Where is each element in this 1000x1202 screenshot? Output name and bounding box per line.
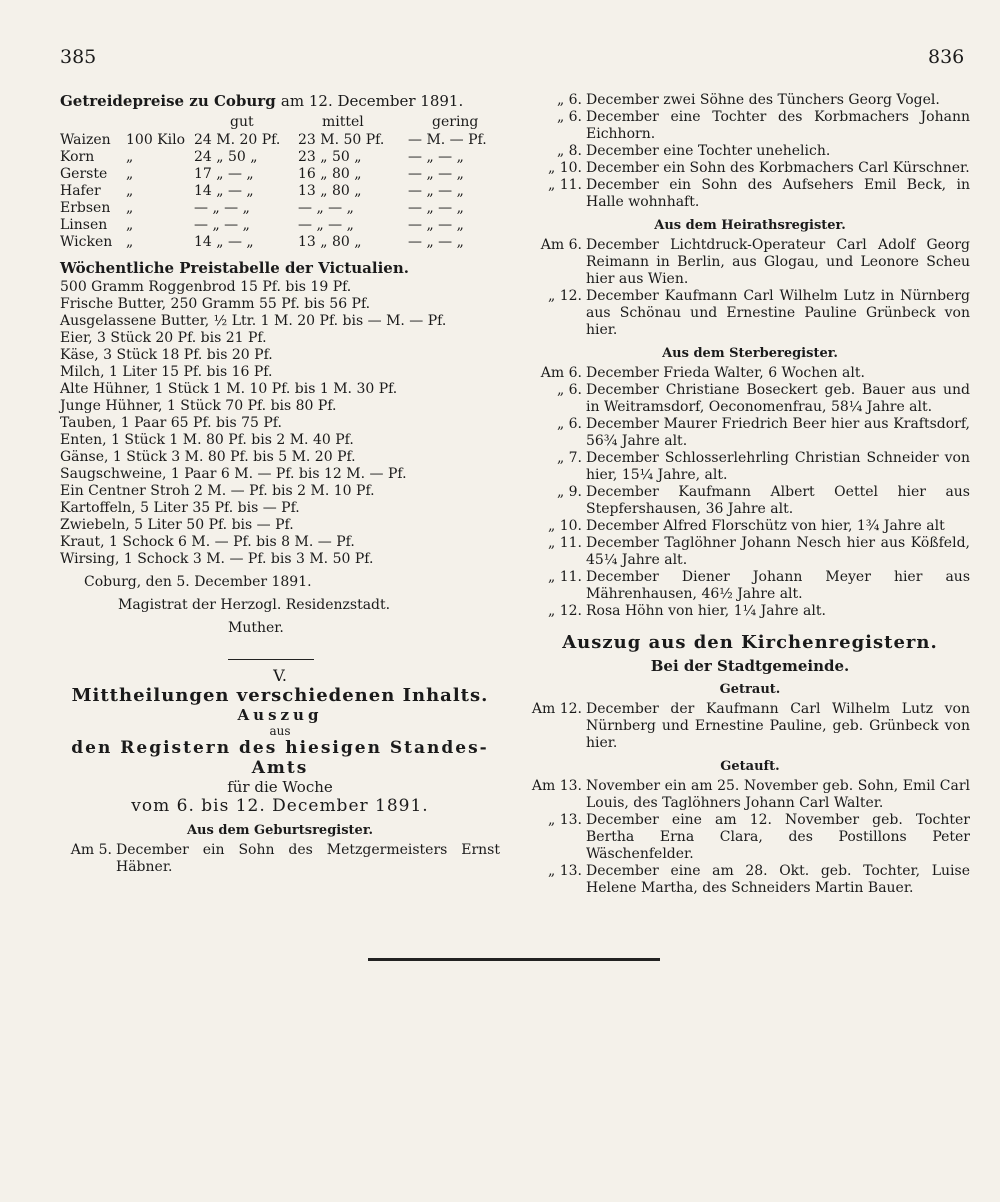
bottom-rule [368, 958, 660, 961]
victualien-item: Ausgelassene Butter, ½ Ltr. 1 M. 20 Pf. bis — M. — Pf. [60, 313, 447, 329]
left-column [60, 92, 500, 876]
grain-gering: — „ — „ [408, 217, 464, 233]
grade-header-mittel: mittel [322, 114, 364, 130]
page-number-left: 385 [60, 46, 97, 68]
grain-gut: — „ — „ [194, 217, 250, 233]
grain-gering: — „ — „ [408, 149, 464, 165]
grain-mittel: 13 „ 80 „ [298, 183, 362, 199]
victualien-title: Wöchentliche Preistabelle der Victualien. [60, 259, 409, 277]
grain-prices-heading [60, 92, 500, 110]
grain-gering: — M. — Pf. [408, 132, 487, 148]
section-number: V. [273, 666, 287, 685]
entry-date: „ 12. [548, 603, 582, 619]
entry-date: Am 12. [531, 701, 582, 717]
auszug-heading: Auszug [237, 706, 323, 724]
grain-name: Hafer [60, 183, 101, 199]
baptism-header: Getauft. [720, 759, 780, 774]
grain-gut: 14 „ — „ [194, 234, 254, 250]
grain-mittel: — „ — „ [298, 200, 354, 216]
register-entry [530, 365, 970, 382]
victualien-item: Wirsing, 1 Schock 3 M. — Pf. bis 3 M. 50 Pf. [60, 551, 374, 567]
grain-mittel: — „ — „ [298, 217, 354, 233]
entry-date: „ 11. [548, 569, 582, 585]
entry-text: Rosa Höhn von hier, 1¼ Jahre alt. [586, 603, 826, 619]
grain-gut: 24 „ 50 „ [194, 149, 258, 165]
entry-date: „ 10. [548, 160, 582, 176]
week-line: für die Woche [227, 778, 333, 796]
grain-gut: 24 M. 20 Pf. [194, 132, 281, 148]
date-range: vom 6. bis 12. December 1891. [131, 796, 429, 816]
marriage-register-header: Aus dem Heirathsregister. [654, 218, 846, 233]
entry-text: December ein Sohn des Aufsehers Emil Beck, in Halle wohnhaft. [586, 177, 970, 210]
entry-date: „ 11. [548, 535, 582, 551]
grain-row [60, 166, 491, 183]
grain-name: Wicken [60, 234, 113, 250]
entry-date: „ 6. [556, 382, 582, 398]
register-entry [530, 92, 970, 109]
grain-mittel: 16 „ 80 „ [298, 166, 362, 182]
grain-name: Waizen [60, 132, 111, 148]
entry-text: December eine Tochter unehelich. [586, 143, 831, 159]
victualien-item: Frische Butter, 250 Gramm 55 Pf. bis 56 Pf. [60, 296, 371, 312]
aus-word: aus [269, 724, 291, 738]
entry-text: December ein Sohn des Korbmachers Carl Kürschner. [586, 160, 970, 176]
grain-gering: — „ — „ [408, 183, 464, 199]
grain-unit: „ [126, 200, 134, 216]
entry-date: „ 8. [556, 143, 582, 159]
grain-name: Korn [60, 149, 95, 165]
entry-text: December Frieda Walter, 6 Wochen alt. [586, 365, 865, 381]
grain-gering: — „ — „ [408, 234, 464, 250]
register-entry [530, 143, 970, 160]
entry-date: „ 7. [556, 450, 582, 466]
marriage-entries [530, 237, 970, 339]
entry-text: December Diener Johann Meyer hier aus Mährenhausen, 46½ Jahre alt. [586, 569, 970, 602]
entry-text: December Taglöhner Johann Nesch hier aus Kößfeld, 45¼ Jahre alt. [586, 535, 970, 568]
grain-gut: 14 „ — „ [194, 183, 254, 199]
grain-unit: „ [126, 217, 134, 233]
entry-date: Am 6. [540, 365, 582, 381]
grain-name: Linsen [60, 217, 108, 233]
register-entry [530, 569, 970, 603]
grain-mittel: 23 „ 50 „ [298, 149, 362, 165]
entry-date: „ 13. [548, 812, 582, 828]
grain-mittel: 23 M. 50 Pf. [298, 132, 385, 148]
entry-text: December eine am 28. Okt. geb. Tochter, Luise Helene Martha, des Schneiders Martin Bauer. [586, 863, 970, 896]
grain-unit: „ [126, 166, 134, 182]
grade-headers [60, 112, 500, 132]
death-entries [530, 365, 970, 620]
grain-name: Erbsen [60, 200, 111, 216]
entry-date: Am 13. [531, 778, 582, 794]
place-date: Coburg, den 5. December 1891. [84, 574, 312, 590]
grain-price-table [60, 132, 491, 251]
entry-date: „ 9. [556, 484, 582, 500]
grain-mittel: 13 „ 80 „ [298, 234, 362, 250]
entry-text: December eine am 12. November geb. Tochter Bertha Erna Clara, des Postillons Peter Wäschenfelder. [586, 812, 970, 862]
grain-unit: „ [126, 183, 134, 199]
victualien-item: Käse, 3 Stück 18 Pf. bis 20 Pf. [60, 347, 273, 363]
victualien-item: Gänse, 1 Stück 3 M. 80 Pf. bis 5 M. 20 Pf. [60, 449, 356, 465]
grade-header-gering: gering [432, 114, 479, 130]
register-entry [530, 109, 970, 143]
grain-row [60, 217, 491, 234]
register-entry [530, 450, 970, 484]
victualien-item: Kartoffeln, 5 Liter 35 Pf. bis — Pf. [60, 500, 300, 516]
church-register-title: Auszug aus den Kirchenregistern. [562, 632, 938, 653]
wedding-entries [530, 701, 970, 752]
entry-text: December Kaufmann Carl Wilhelm Lutz in Nürnberg aus Schönau und Ernestine Pauline Grünbeck von hier. [586, 288, 970, 338]
register-entry [530, 812, 970, 863]
register-entry [530, 518, 970, 535]
death-register-header: Aus dem Sterberegister. [662, 346, 838, 361]
grain-unit: „ [126, 149, 134, 165]
entry-text: November ein am 25. November geb. Sohn, Emil Carl Louis, des Taglöhners Johann Carl Walter. [586, 778, 970, 811]
grain-unit: 100 Kilo [126, 132, 186, 148]
victualien-item: Saugschweine, 1 Paar 6 M. — Pf. bis 12 M. — Pf. [60, 466, 407, 482]
victualien-list [60, 279, 500, 568]
entry-text: December Lichtdruck-Operateur Carl Adolf Georg Reimann in Berlin, aus Glogau, und Leonore Scheu hier aus Wien. [586, 237, 970, 287]
entry-text: December Alfred Florschütz von hier, 1¾ Jahre alt [586, 518, 945, 534]
register-entry [530, 288, 970, 339]
wedding-header: Getraut. [719, 682, 781, 697]
grain-row [60, 234, 491, 251]
grain-gering: — „ — „ [408, 166, 464, 182]
entry-text: December Christiane Boseckert geb. Bauer aus und in Weitramsdorf, Oeconomenfrau, 58¼ Jahre alt. [586, 382, 970, 415]
right-column [530, 92, 970, 897]
section-title: Mittheilungen verschiedenen Inhalts. [71, 685, 489, 706]
entry-text: December zwei Söhne des Tünchers Georg Vogel. [586, 92, 940, 108]
entry-text: December der Kaufmann Carl Wilhelm Lutz von Nürnberg und Ernestine Pauline, geb. Grünbeck von hier. [586, 701, 970, 751]
victualien-item: Junge Hühner, 1 Stück 70 Pf. bis 80 Pf. [60, 398, 337, 414]
entry-date: „ 6. [556, 109, 582, 125]
register-entry [530, 484, 970, 518]
victualien-item: 500 Gramm Roggenbrod 15 Pf. bis 19 Pf. [60, 279, 352, 295]
register-entry [530, 177, 970, 211]
grain-row [60, 183, 491, 200]
birth-entries [60, 842, 500, 876]
entry-date: „ 12. [548, 288, 582, 304]
entry-text: December ein Sohn des Metzgermeisters Ernst Häbner. [116, 842, 500, 875]
signature: Muther. [228, 620, 284, 636]
page-number-right: 836 [928, 46, 965, 68]
entry-date: Am 5. [70, 842, 112, 858]
baptism-entries [530, 778, 970, 897]
entry-date: „ 13. [548, 863, 582, 879]
grain-name: Gerste [60, 166, 108, 182]
grain-prices-title: Getreidepreise zu Coburg [60, 92, 276, 110]
register-entry [530, 382, 970, 416]
register-entry [530, 778, 970, 812]
entry-text: December eine Tochter des Korbmachers Johann Eichhorn. [586, 109, 970, 142]
entry-date: „ 11. [548, 177, 582, 193]
entry-text: December Kaufmann Albert Oettel hier aus Stepfershausen, 36 Jahre alt. [586, 484, 970, 517]
victualien-item: Zwiebeln, 5 Liter 50 Pf. bis — Pf. [60, 517, 294, 533]
register-entry [530, 416, 970, 450]
grain-gut: 17 „ — „ [194, 166, 254, 182]
church-subtitle: Bei der Stadtgemeinde. [650, 657, 850, 675]
register-line: den Registern des hiesigen Standes-Amts [71, 738, 489, 778]
victualien-item: Eier, 3 Stück 20 Pf. bis 21 Pf. [60, 330, 267, 346]
register-entry [530, 603, 970, 620]
victualien-item: Milch, 1 Liter 15 Pf. bis 16 Pf. [60, 364, 273, 380]
register-entry [530, 160, 970, 177]
register-entry [530, 863, 970, 897]
grain-prices-date: am 12. December 1891. [280, 92, 464, 110]
grain-gering: — „ — „ [408, 200, 464, 216]
grain-row [60, 149, 491, 166]
register-entry [530, 535, 970, 569]
section-divider [228, 659, 314, 660]
entry-date: „ 6. [556, 416, 582, 432]
grain-row [60, 200, 491, 217]
authority: Magistrat der Herzogl. Residenzstadt. [118, 597, 391, 613]
grain-row [60, 132, 491, 149]
victualien-item: Tauben, 1 Paar 65 Pf. bis 75 Pf. [60, 415, 282, 431]
grade-header-gut: gut [230, 114, 254, 130]
victualien-item: Kraut, 1 Schock 6 M. — Pf. bis 8 M. — Pf. [60, 534, 355, 550]
victualien-item: Enten, 1 Stück 1 M. 80 Pf. bis 2 M. 40 Pf. [60, 432, 354, 448]
entry-text: December Schlosserlehrling Christian Schneider von hier, 15¼ Jahre, alt. [586, 450, 970, 483]
entry-date: Am 6. [540, 237, 582, 253]
grain-unit: „ [126, 234, 134, 250]
victualien-item: Ein Centner Stroh 2 M. — Pf. bis 2 M. 10 Pf. [60, 483, 375, 499]
entry-date: „ 6. [556, 92, 582, 108]
register-entry [530, 237, 970, 288]
register-entry [530, 701, 970, 752]
entry-text: December Maurer Friedrich Beer hier aus Kraftsdorf, 56¾ Jahre alt. [586, 416, 970, 449]
birth-entries-continued [530, 92, 970, 211]
victualien-item: Alte Hühner, 1 Stück 1 M. 10 Pf. bis 1 M. 30 Pf. [60, 381, 398, 397]
grain-gut: — „ — „ [194, 200, 250, 216]
birth-register-header: Aus dem Geburtsregister. [186, 823, 374, 838]
entry-date: „ 10. [548, 518, 582, 534]
register-entry [60, 842, 500, 876]
